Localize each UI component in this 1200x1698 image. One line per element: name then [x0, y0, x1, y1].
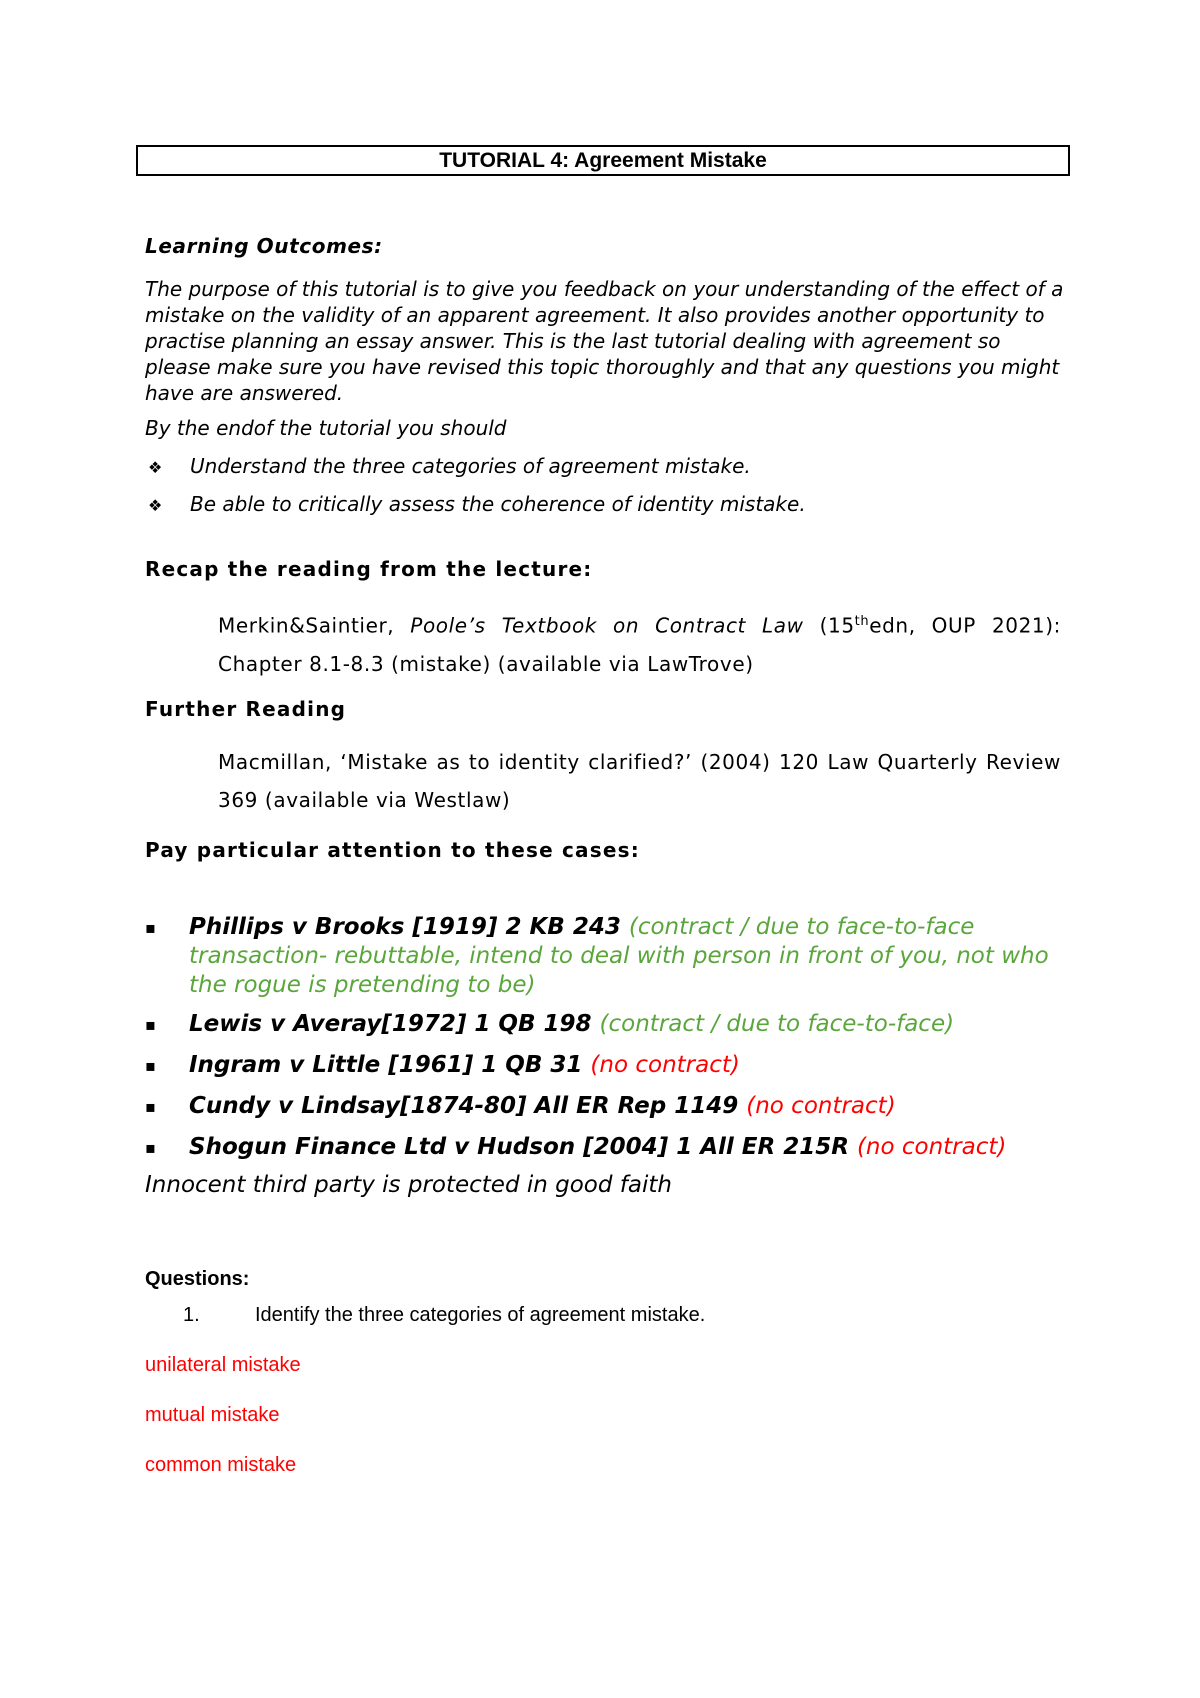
further-reading-text: Macmillan, ‘Mistake as to identity clarified?’ (2004) 120 Law Quarterly Review 369 (available via Westlaw)	[218, 750, 1061, 812]
case-name: Lewis v Averay[1972] 1 QB 198	[189, 1011, 600, 1037]
square-bullet-icon: ▪	[145, 1015, 156, 1034]
outcome-text: Understand the three categories of agreement mistake.	[190, 454, 751, 478]
square-bullet-icon: ▪	[145, 1097, 156, 1116]
square-bullet-icon: ▪	[145, 1138, 156, 1157]
case-note: (no contract)	[856, 1134, 1007, 1160]
case-note: (no contract)	[590, 1052, 740, 1078]
outcome-item	[148, 492, 806, 516]
case-name: Phillips v Brooks [1919] 2 KB 243	[189, 914, 629, 940]
case-name: Cundy v Lindsay[1874-80] All ER Rep 1149	[189, 1093, 747, 1119]
answer-line: unilateral mistake	[145, 1354, 301, 1376]
outcome-item	[148, 454, 751, 478]
purpose-paragraph: The purpose of this tutorial is to give you feedback on your understanding of the effect of a mistake on the validity of an apparent agreement. It also provides another opportunity to practise planning an essay answer. This is the last tutorial dealing with agreement so please make sure you have revised this topic thoroughly and that any questions you might have are answered.	[145, 277, 1064, 405]
recap-edition-prefix: (15	[803, 613, 855, 638]
questions-heading: Questions:	[145, 1268, 250, 1290]
diamond-bullet-icon: ❖	[148, 496, 163, 515]
square-bullet-icon: ▪	[145, 918, 156, 937]
recap-reading-text	[218, 603, 1061, 683]
recap-book-title: Poole’s Textbook on Contract Law	[410, 613, 804, 638]
case-name: Ingram v Little [1961] 1 QB 31	[189, 1052, 591, 1078]
by-end-text: By the endof the tutorial you should	[145, 416, 507, 440]
recap-heading: Recap the reading from the lecture:	[145, 557, 593, 581]
outcome-text: Be able to critically assess the coherence of identity mistake.	[190, 492, 806, 516]
tutorial-title: TUTORIAL 4: Agreement Mistake	[136, 145, 1070, 176]
recap-authors: Merkin&Saintier,	[218, 613, 411, 638]
recap-reading-item	[183, 603, 1061, 683]
question-number: 1.	[183, 1304, 200, 1326]
further-reading-heading: Further Reading	[145, 697, 347, 721]
case-note: (contract / due to face-to-face transaction- rebuttable, intend to deal with person in front of you, not who the rogue is pretending to be)	[189, 914, 1049, 998]
question-text: Identify the three categories of agreement mistake.	[255, 1304, 706, 1326]
learning-outcomes-heading: Learning Outcomes:	[145, 234, 383, 258]
further-reading-item	[183, 743, 1061, 823]
square-bullet-icon: ▪	[145, 1056, 156, 1075]
answer-line: common mistake	[145, 1454, 297, 1476]
case-note: (contract / due to face-to-face)	[599, 1011, 955, 1037]
third-party-note: Innocent third party is protected in good faith	[145, 1172, 672, 1198]
answer-line: mutual mistake	[145, 1404, 280, 1426]
recap-edition-rest: edn, OUP 2021): Chapter 8.1-8.3 (mistake) (available via LawTrove)	[218, 613, 1061, 676]
case-note: (no contract)	[746, 1093, 896, 1119]
cases-heading: Pay particular attention to these cases:	[145, 838, 640, 862]
diamond-bullet-icon: ❖	[148, 458, 163, 477]
recap-edition-sup: th	[854, 614, 870, 629]
case-name: Shogun Finance Ltd v Hudson [2004] 1 All ER 215R	[189, 1134, 857, 1160]
